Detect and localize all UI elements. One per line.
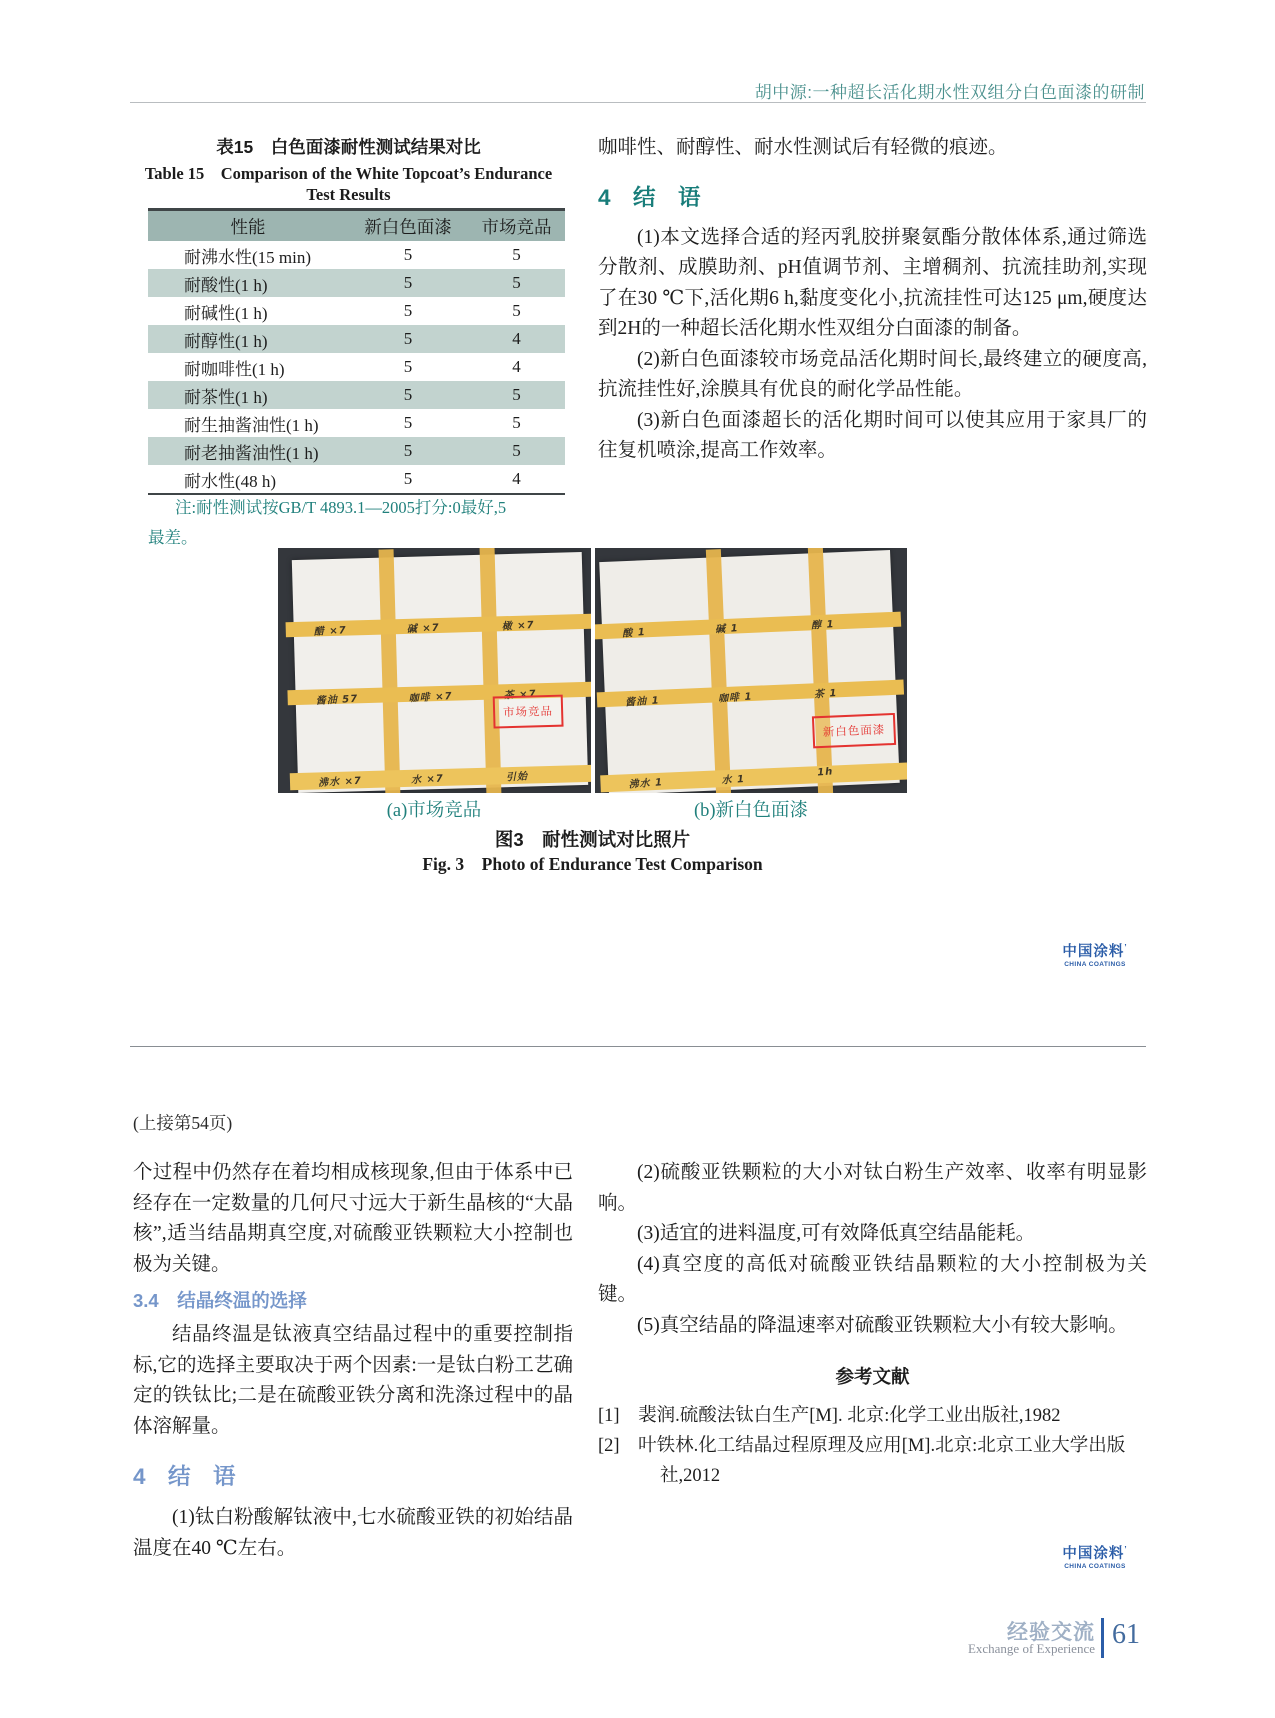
- top-right-column: [598, 133, 1147, 467]
- body-text: (4)真空度的高低对硫酸亚铁结晶颗粒的大小控制极为关键。: [598, 1253, 1147, 1305]
- test-panel: [599, 550, 899, 793]
- cell-property: 耐生抽酱油性(1 h): [184, 415, 319, 435]
- cell-new-topcoat: 5: [403, 245, 413, 264]
- cell-competitor: 5: [512, 413, 521, 432]
- cell-property: 耐茶性(1 h): [184, 387, 268, 407]
- subsection-heading-3-4: 3.4 结晶终温的选择: [133, 1290, 307, 1311]
- bottom-right-column: [598, 1158, 1147, 1491]
- logo-zh-chars: 中国涂料: [1062, 943, 1125, 960]
- section-heading-conclusion: 4 结 语: [598, 184, 701, 210]
- subcaption-b: (b)新白色面漆: [693, 801, 809, 821]
- cell-property: 耐水性(48 h): [184, 471, 277, 491]
- table-row: [148, 353, 565, 381]
- bottom-left-column: [133, 1158, 573, 1564]
- table-title-en-line1: Table 15 Comparison of the White Topcoat’s Endurance: [144, 164, 553, 183]
- subcaption-a: (a)市场竞品: [386, 801, 482, 821]
- handwritten-label: 茶 ×7: [503, 688, 538, 702]
- table-row: [148, 465, 565, 493]
- body-text: (2)新白色面漆较市场竞品活化期时间长,最终建立的硬度高,抗流挂性好,涂膜具有优良的耐化学品性能。: [598, 348, 1147, 400]
- cell-competitor: 5: [512, 301, 521, 320]
- china-coatings-logo: [1055, 1542, 1135, 1571]
- body-text: (1)本文选择合适的羟丙乳胶拼聚氨酯分散体体系,通过筛选分散剂、成膜助剂、pH值调节剂、主增稠剂、抗流挂助剂,实现了在30 ℃下,活化期6 h,黏度变化小,抗流挂性可达125 μm,硬度达到2H的一种超长活化期水性双组分白面漆的制备。: [598, 226, 1147, 339]
- table-title-zh: 表15 白色面漆耐性测试结果对比: [216, 137, 481, 157]
- footer-section-name-zh: 经验交流: [1007, 1621, 1095, 1644]
- cell-competitor: 4: [512, 357, 521, 376]
- handwritten-label: 茶 1: [813, 688, 838, 701]
- handwritten-label: 酱油 1: [624, 695, 660, 709]
- cell-property: 耐咖啡性(1 h): [184, 359, 285, 379]
- handwritten-label: 橄 ×7: [501, 620, 536, 634]
- table-note-line1: 注:耐性测试按GB/T 4893.1—2005打分:0最好,5: [175, 498, 507, 517]
- cell-property: 耐碱性(1 h): [184, 303, 268, 323]
- body-text: 咖啡性、耐醇性、耐水性测试后有轻微的痕迹。: [598, 137, 1008, 158]
- masking-tape-vertical: [807, 548, 835, 793]
- body-text: 个过程中仍然存在着均相成核现象,但由于体系中已经存在一定数量的几何尺寸远大于新生晶核的“大晶核”,适当结晶期真空度,对硫酸亚铁颗粒大小控制也极为关键。: [133, 1162, 573, 1275]
- test-panel: [292, 552, 588, 793]
- table-row: [148, 325, 565, 353]
- cell-new-topcoat: 5: [403, 413, 413, 432]
- cell-competitor: 5: [512, 385, 521, 404]
- logo-text-en: CHINA COATINGS: [1064, 960, 1126, 968]
- cell-competitor: 4: [512, 469, 521, 488]
- cell-new-topcoat: 5: [403, 301, 413, 320]
- logo-trademark: ’: [1124, 943, 1128, 952]
- body-text: (1)钛白粉酸解钛液中,七水硫酸亚铁的初始结晶温度在40 ℃左右。: [133, 1507, 573, 1559]
- reference-item: [2] 叶铁林.化工结晶过程原理及应用[M].北京:北京工业大学出版社,2012: [598, 1435, 1126, 1486]
- logo-trademark: ’: [1124, 1545, 1128, 1554]
- cell-competitor: 5: [512, 273, 521, 292]
- page-number: 61: [1112, 1619, 1140, 1650]
- cell-property: 耐酸性(1 h): [184, 275, 268, 295]
- logo-text-zh: [1055, 940, 1135, 960]
- table-row: [148, 381, 565, 409]
- running-head-article-title: 胡中源:一种超长活化期水性双组分白色面漆的研制: [754, 83, 1145, 102]
- handwritten-label: 1h: [816, 766, 834, 779]
- photo-red-tag-new-topcoat: 新白色面漆: [812, 713, 896, 748]
- table-note-line2: 最差。: [148, 528, 198, 547]
- figure-3-photos: [278, 548, 907, 793]
- body-text: (3)适宜的进料温度,可有效降低真空结晶能耗。: [637, 1223, 1036, 1244]
- header-rule: [130, 102, 1146, 103]
- cell-new-topcoat: 5: [403, 357, 413, 376]
- masking-tape-vertical: [480, 548, 502, 793]
- cell-new-topcoat: 5: [403, 273, 413, 292]
- handwritten-label: 沸水 ×7: [318, 776, 363, 790]
- section-heading-conclusion-2: 4 结 语: [133, 1464, 236, 1489]
- china-coatings-logo: [1055, 940, 1135, 969]
- column-header-property: 性能: [230, 216, 266, 237]
- body-text: (5)真空结晶的降温速率对硫酸亚铁颗粒大小有较大影响。: [637, 1314, 1128, 1336]
- table-row: [148, 269, 565, 297]
- masking-tape-vertical: [378, 549, 400, 793]
- handwritten-label: 碱 ×7: [406, 622, 440, 636]
- table-row: [148, 437, 565, 465]
- cell-competitor: 5: [512, 245, 521, 264]
- photo-new-white-topcoat: [595, 548, 908, 793]
- body-text: (3)新白色面漆超长的活化期时间可以使其应用于家具厂的往复机喷涂,提高工作效率。: [598, 409, 1147, 461]
- continued-from-note: (上接第54页): [133, 1113, 233, 1133]
- handwritten-label: 沸水 1: [628, 777, 664, 791]
- cell-competitor: 5: [512, 441, 521, 460]
- handwritten-label: 酱油 57: [315, 693, 359, 708]
- figure-caption-en: Fig. 3 Photo of Endurance Test Comparison: [422, 854, 763, 874]
- masking-tape-vertical: [706, 549, 731, 793]
- cell-property: 耐沸水性(15 min): [184, 247, 312, 267]
- footer-section-name-en: Exchange of Experience: [967, 1641, 1095, 1656]
- figure-caption-zh: 图3 耐性测试对比照片: [494, 829, 691, 850]
- cell-competitor: 4: [512, 329, 521, 348]
- footer-divider-bar: [1101, 1618, 1104, 1658]
- handwritten-label: 水 ×7: [410, 773, 445, 787]
- cell-new-topcoat: 5: [403, 385, 413, 404]
- body-text: (2)硫酸亚铁颗粒的大小对钛白粉生产效率、收率有明显影响。: [598, 1162, 1147, 1214]
- table-row: [148, 297, 565, 325]
- logo-text-zh: [1055, 1542, 1135, 1562]
- references-heading: 参考文献: [835, 1366, 910, 1387]
- endurance-results-table: [148, 208, 565, 495]
- cell-property: 耐老抽酱油性(1 h): [184, 443, 319, 463]
- cell-new-topcoat: 5: [403, 441, 413, 460]
- logo-zh-chars: 中国涂料: [1062, 1545, 1125, 1562]
- handwritten-label: 引始: [506, 771, 529, 784]
- table-row: [148, 241, 565, 269]
- handwritten-label: 水 1: [721, 774, 746, 787]
- reference-item: [1] 裴润.硫酸法钛白生产[M]. 北京:化学工业出版社,1982: [598, 1405, 1061, 1426]
- cell-new-topcoat: 5: [403, 469, 413, 488]
- photo-market-competitor: [278, 548, 591, 793]
- handwritten-label: 咖啡 1: [717, 691, 753, 705]
- body-text: 结晶终温是钛液真空结晶过程中的重要控制指标,它的选择主要取决于两个因素:一是钛白粉工艺确定的铁钛比;二是在硫酸亚铁分离和洗涤过程中的晶体溶解量。: [133, 1324, 573, 1437]
- handwritten-label: 咖啡 ×7: [408, 691, 453, 705]
- photo-red-tag-competitor: 市场竞品: [493, 695, 564, 729]
- handwritten-label: 醇 1: [810, 619, 835, 633]
- handwritten-label: 醋 ×7: [313, 625, 348, 639]
- table-header-row: [148, 211, 565, 241]
- cell-property: 耐醇性(1 h): [184, 331, 268, 351]
- table-row: [148, 409, 565, 437]
- table-body: [148, 241, 565, 493]
- handwritten-label: 酸 1: [621, 627, 646, 640]
- table-title-en-line2: Test Results: [306, 185, 391, 204]
- column-header-competitor: 市场竞品: [481, 216, 552, 237]
- handwritten-label: 碱 1: [714, 623, 739, 637]
- column-header-new-topcoat: 新白色面漆: [364, 216, 452, 237]
- section-divider-rule: [130, 1046, 1146, 1047]
- logo-text-en: CHINA COATINGS: [1064, 1562, 1126, 1570]
- cell-new-topcoat: 5: [403, 329, 413, 348]
